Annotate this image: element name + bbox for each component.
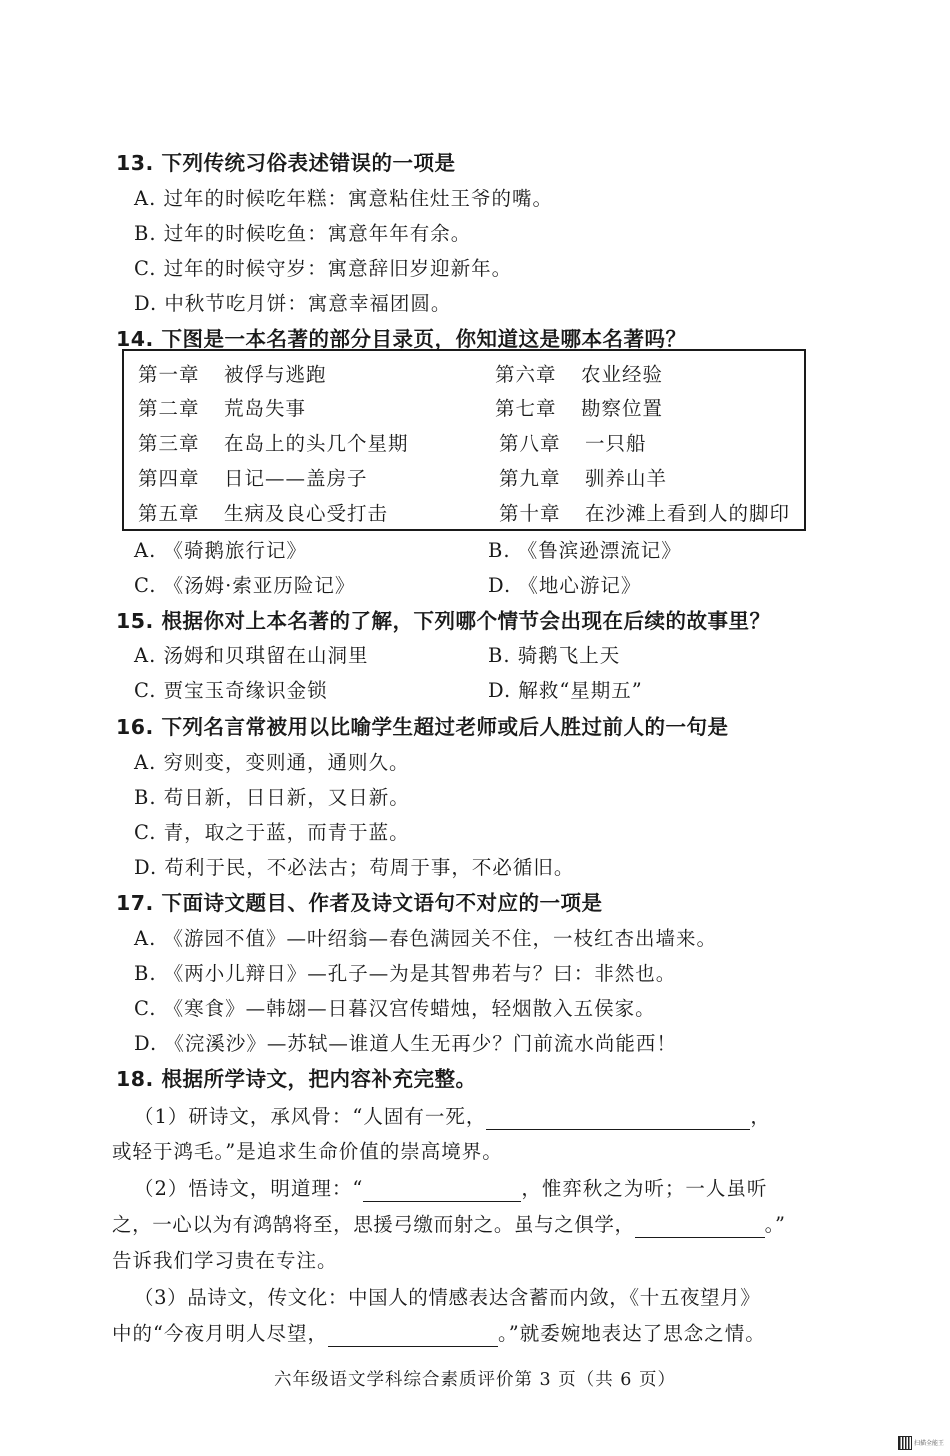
toc-item xyxy=(499,431,647,457)
q17-option-b: B. 《两小儿辩日》—孔子—为是其智弗若与？曰：非然也。 xyxy=(134,962,677,985)
q16-option-d: D. 苟利于民，不必法古；苟周于事，不必循旧。 xyxy=(134,856,575,879)
q18-part2-text-cont: ，惟弈秋之为听；一人虽听 xyxy=(521,1177,768,1200)
toc-chapter: 第一章 xyxy=(138,363,200,386)
q18-part2-end: 。” xyxy=(764,1213,786,1236)
toc-chapter-name: 勘察位置 xyxy=(581,397,664,420)
q16-option-b: B. 苟日新，日日新，又日新。 xyxy=(134,786,410,809)
toc-item xyxy=(495,362,663,388)
q17-option-c: C. 《寒食》—韩翃—日暮汉宫传蜡烛，轻烟散入五侯家。 xyxy=(134,997,656,1020)
q14-option-c: C. 《汤姆·索亚历险记》 xyxy=(134,574,356,597)
q17-option-d: D. 《浣溪沙》—苏轼—谁道人生无再少？门前流水尚能西！ xyxy=(134,1032,677,1055)
q15-option-d: D. 解救“星期五” xyxy=(488,679,643,702)
q18-part1-text: （1）研诗文，承风骨：“人固有一死， xyxy=(134,1105,487,1128)
q14-title: 14. 下图是一本名著的部分目录页，你知道这是哪本名著吗？ xyxy=(116,327,687,351)
fill-blank-4[interactable] xyxy=(328,1324,498,1347)
q16-option-c: C. 青，取之于蓝，而青于蓝。 xyxy=(134,821,410,844)
toc-chapter-name: 生病及良心受打击 xyxy=(224,502,389,525)
toc-chapter: 第三章 xyxy=(138,432,200,455)
q18-part3-line2 xyxy=(112,1321,766,1347)
q13-title: 13. 下列传统习俗表述错误的一项是 xyxy=(116,151,456,175)
q18-part1-line2: 或轻于鸿毛。”是追求生命价值的崇高境界。 xyxy=(112,1140,503,1163)
q18-part2-text2: 之，一心以为有鸿鹄将至，思援弓缴而射之。虽与之俱学， xyxy=(112,1213,635,1236)
q15-option-c: C. 贾宝玉奇缘识金锁 xyxy=(134,679,328,702)
q18-part2-line3: 告诉我们学习贵在专注。 xyxy=(112,1249,338,1272)
q17-title: 17. 下面诗文题目、作者及诗文语句不对应的一项是 xyxy=(116,891,603,915)
toc-chapter-name: 荒岛失事 xyxy=(224,397,307,420)
toc-chapter-name: 农业经验 xyxy=(581,363,664,386)
q13-option-b: B. 过年的时候吃鱼：寓意年年有余。 xyxy=(134,222,472,245)
q16-option-a: A. 穷则变，变则通，通则久。 xyxy=(134,751,410,774)
toc-chapter: 第十章 xyxy=(499,502,561,525)
toc-item xyxy=(499,466,667,492)
toc-chapter-name: 被俘与逃跑 xyxy=(224,363,327,386)
q13-option-c: C. 过年的时候守岁：寓意辞旧岁迎新年。 xyxy=(134,257,513,280)
toc-chapter-name: 在岛上的头几个星期 xyxy=(224,432,409,455)
toc-chapter-name: 一只船 xyxy=(585,432,647,455)
page-footer: 六年级语文学科综合素质评价第 3 页（共 6 页） xyxy=(273,1370,677,1390)
q18-title: 18. 根据所学诗文，把内容补充完整。 xyxy=(116,1067,477,1091)
toc-item xyxy=(495,396,663,422)
fill-blank-3[interactable] xyxy=(635,1215,765,1238)
toc-chapter: 第七章 xyxy=(495,397,557,420)
q14-option-b: B. 《鲁滨逊漂流记》 xyxy=(488,539,682,562)
toc-chapter-name: 日记——盖房子 xyxy=(224,467,368,490)
q17-option-a: A. 《游园不值》—叶绍翁—春色满园关不住，一枝红杏出墙来。 xyxy=(134,927,717,950)
q15-option-b: B. 骑鹅飞上天 xyxy=(488,644,621,667)
toc-item xyxy=(138,501,388,527)
q18-part2-line2 xyxy=(112,1212,786,1238)
toc-item xyxy=(138,431,409,457)
q18-part2-line1 xyxy=(134,1176,767,1202)
toc-chapter-name: 驯养山羊 xyxy=(585,467,668,490)
toc-chapter: 第八章 xyxy=(499,432,561,455)
scanner-watermark: 扫描全能王 xyxy=(914,1440,945,1447)
q14-option-a: A. 《骑鹅旅行记》 xyxy=(134,539,307,562)
toc-chapter: 第二章 xyxy=(138,397,200,420)
toc-chapter: 第五章 xyxy=(138,502,200,525)
toc-chapter-name: 在沙滩上看到人的脚印 xyxy=(585,502,791,525)
q18-part1-line1 xyxy=(134,1104,771,1130)
toc-item xyxy=(138,466,368,492)
q16-title: 16. 下列名言常被用以比喻学生超过老师或后人胜过前人的一句是 xyxy=(116,715,729,739)
toc-chapter: 第四章 xyxy=(138,467,200,490)
toc-item xyxy=(499,501,790,527)
toc-item xyxy=(138,396,306,422)
q18-part1-comma: ， xyxy=(750,1105,771,1128)
qr-code-icon xyxy=(898,1436,912,1450)
q18-part3-text: 中的“今夜月明人尽望， xyxy=(112,1322,328,1345)
q18-part3-end: 。”就委婉地表达了思念之情。 xyxy=(497,1322,766,1345)
fill-blank-2[interactable] xyxy=(363,1179,521,1202)
q18-part2-text: （2）悟诗文，明道理：“ xyxy=(134,1177,364,1200)
q15-option-a: A. 汤姆和贝琪留在山洞里 xyxy=(134,644,369,667)
toc-chapter: 第九章 xyxy=(499,467,561,490)
q18-part3-line1: （3）品诗文，传文化：中国人的情感表达含蓄而内敛，《十五夜望月》 xyxy=(134,1286,761,1309)
q14-option-d: D. 《地心游记》 xyxy=(488,574,642,597)
q15-title: 15. 根据你对上本名著的了解，下列哪个情节会出现在后续的故事里？ xyxy=(116,609,771,633)
q13-option-d: D. 中秋节吃月饼：寓意幸福团圆。 xyxy=(134,292,452,315)
toc-item xyxy=(138,362,327,388)
toc-chapter: 第六章 xyxy=(495,363,557,386)
fill-blank-1[interactable] xyxy=(486,1107,750,1130)
q13-option-a: A. 过年的时候吃年糕：寓意粘住灶王爷的嘴。 xyxy=(134,187,553,210)
